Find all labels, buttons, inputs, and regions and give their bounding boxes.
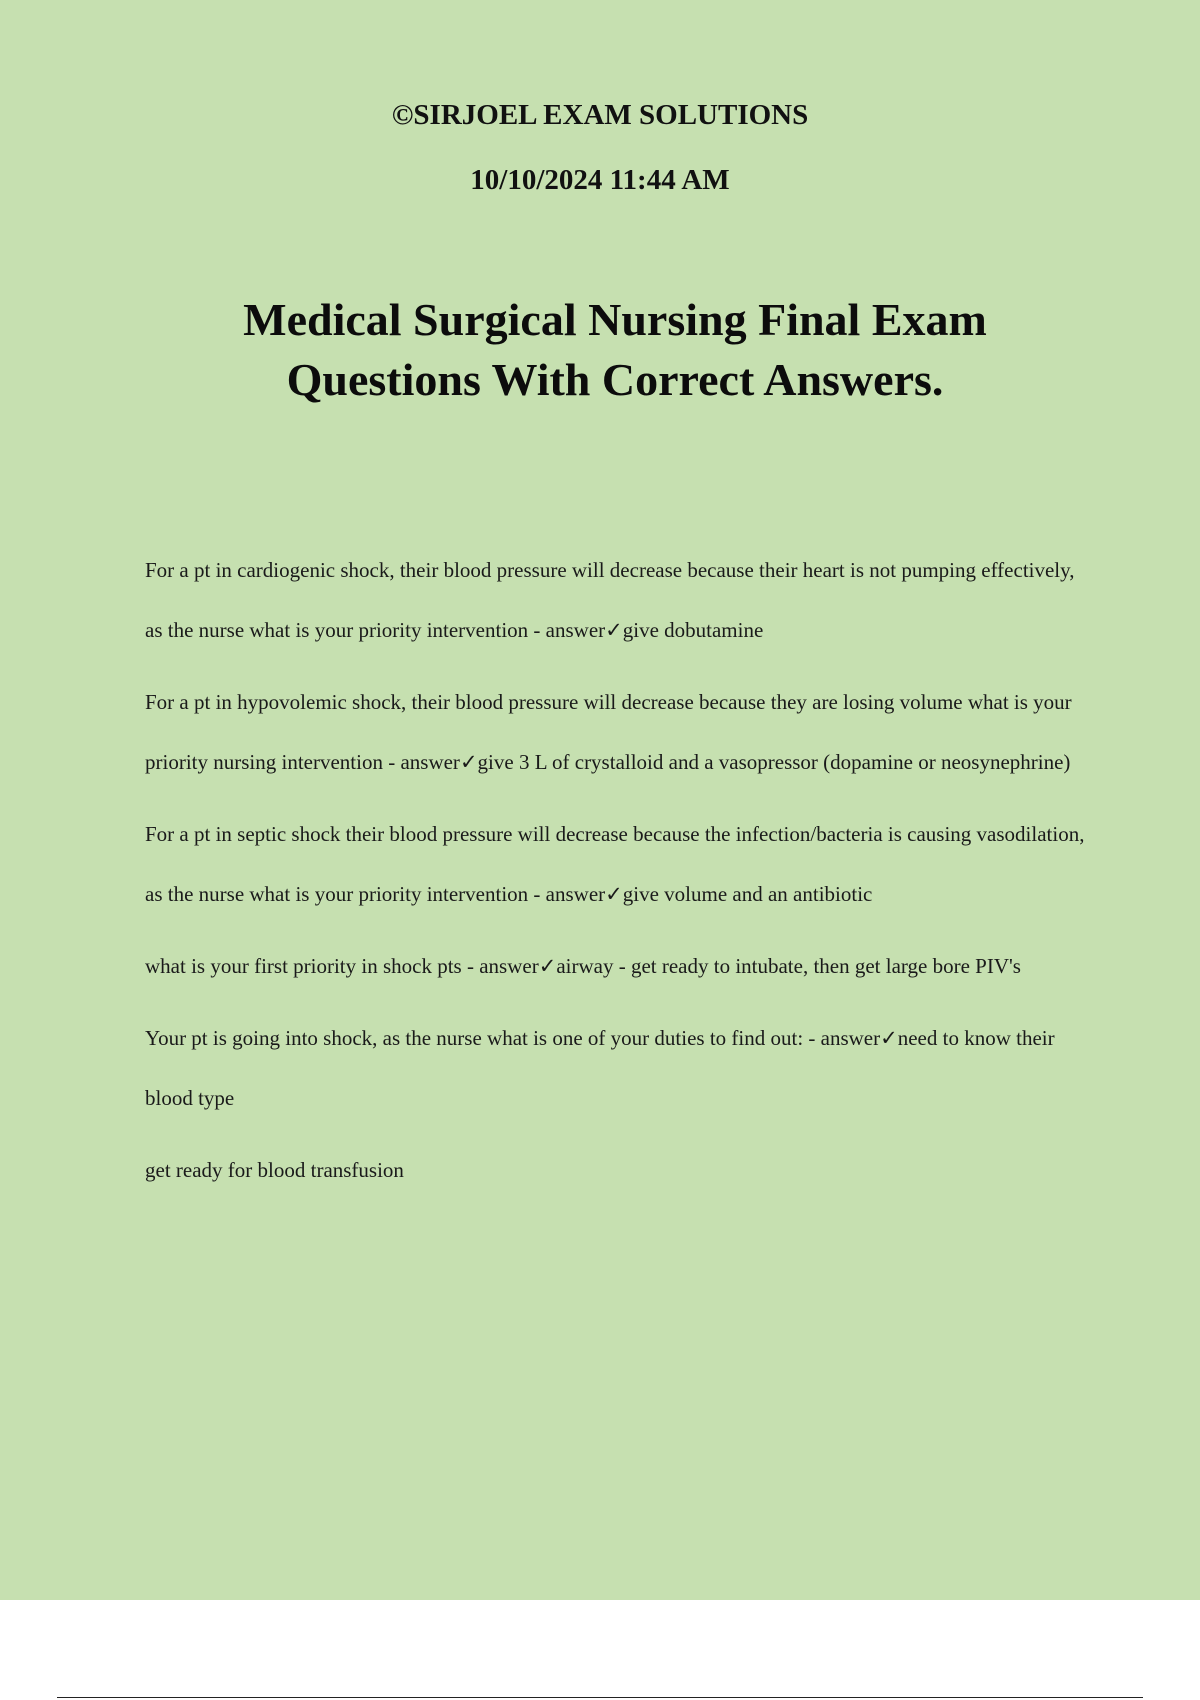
qa-item-5 bbox=[145, 1008, 1095, 1128]
qa-item-1 bbox=[145, 540, 1095, 660]
answer-text: need to know their blood type bbox=[145, 1026, 1055, 1110]
question-text: what is your first priority in shock pts - answer bbox=[145, 954, 539, 978]
answer-text: give dobutamine bbox=[622, 618, 764, 642]
checkmark-icon: ✓ bbox=[605, 882, 623, 906]
brand-header: ©SIRJOEL EXAM SOLUTIONS bbox=[391, 99, 809, 131]
question-text: Your pt is going into shock, as the nurse what is one of your duties to find out: - answer bbox=[145, 1026, 881, 1050]
answer-text: airway - get ready to intubate, then get large bore PIV's bbox=[556, 954, 1021, 978]
timestamp-header: 10/10/2024 11:44 AM bbox=[470, 164, 730, 196]
checkmark-icon: ✓ bbox=[459, 750, 478, 774]
answer-text: give volume and an antibiotic bbox=[622, 882, 873, 906]
qa-item-2 bbox=[145, 672, 1095, 792]
document-title: Medical Surgical Nursing Final Exam Questions With Correct Answers. bbox=[243, 294, 987, 405]
trailing-line: get ready for blood transfusion bbox=[145, 1158, 404, 1182]
answer-text: give 3 L of crystalloid and a vasopressor (dopamine or neosynephrine) bbox=[477, 750, 1071, 774]
checkmark-icon: ✓ bbox=[605, 618, 623, 642]
checkmark-icon: ✓ bbox=[880, 1026, 898, 1050]
qa-list bbox=[145, 540, 1095, 1212]
question-text: For a pt in septic shock their blood pressure will decrease because the infection/bacteria is causing vasodilation, as the nurse what is your priority intervention - answer bbox=[145, 822, 1085, 906]
qa-item-3 bbox=[145, 804, 1095, 924]
footer-divider bbox=[57, 1697, 1143, 1698]
checkmark-icon: ✓ bbox=[538, 954, 557, 978]
question-text: For a pt in hypovolemic shock, their blood pressure will decrease because they are losing volume what is your priority nursing intervention - answer bbox=[145, 690, 1072, 774]
question-text: For a pt in cardiogenic shock, their blood pressure will decrease because their heart is not pumping effectively, as the nurse what is your priority intervention - answer bbox=[145, 558, 1075, 642]
qa-item-4 bbox=[145, 936, 1095, 996]
